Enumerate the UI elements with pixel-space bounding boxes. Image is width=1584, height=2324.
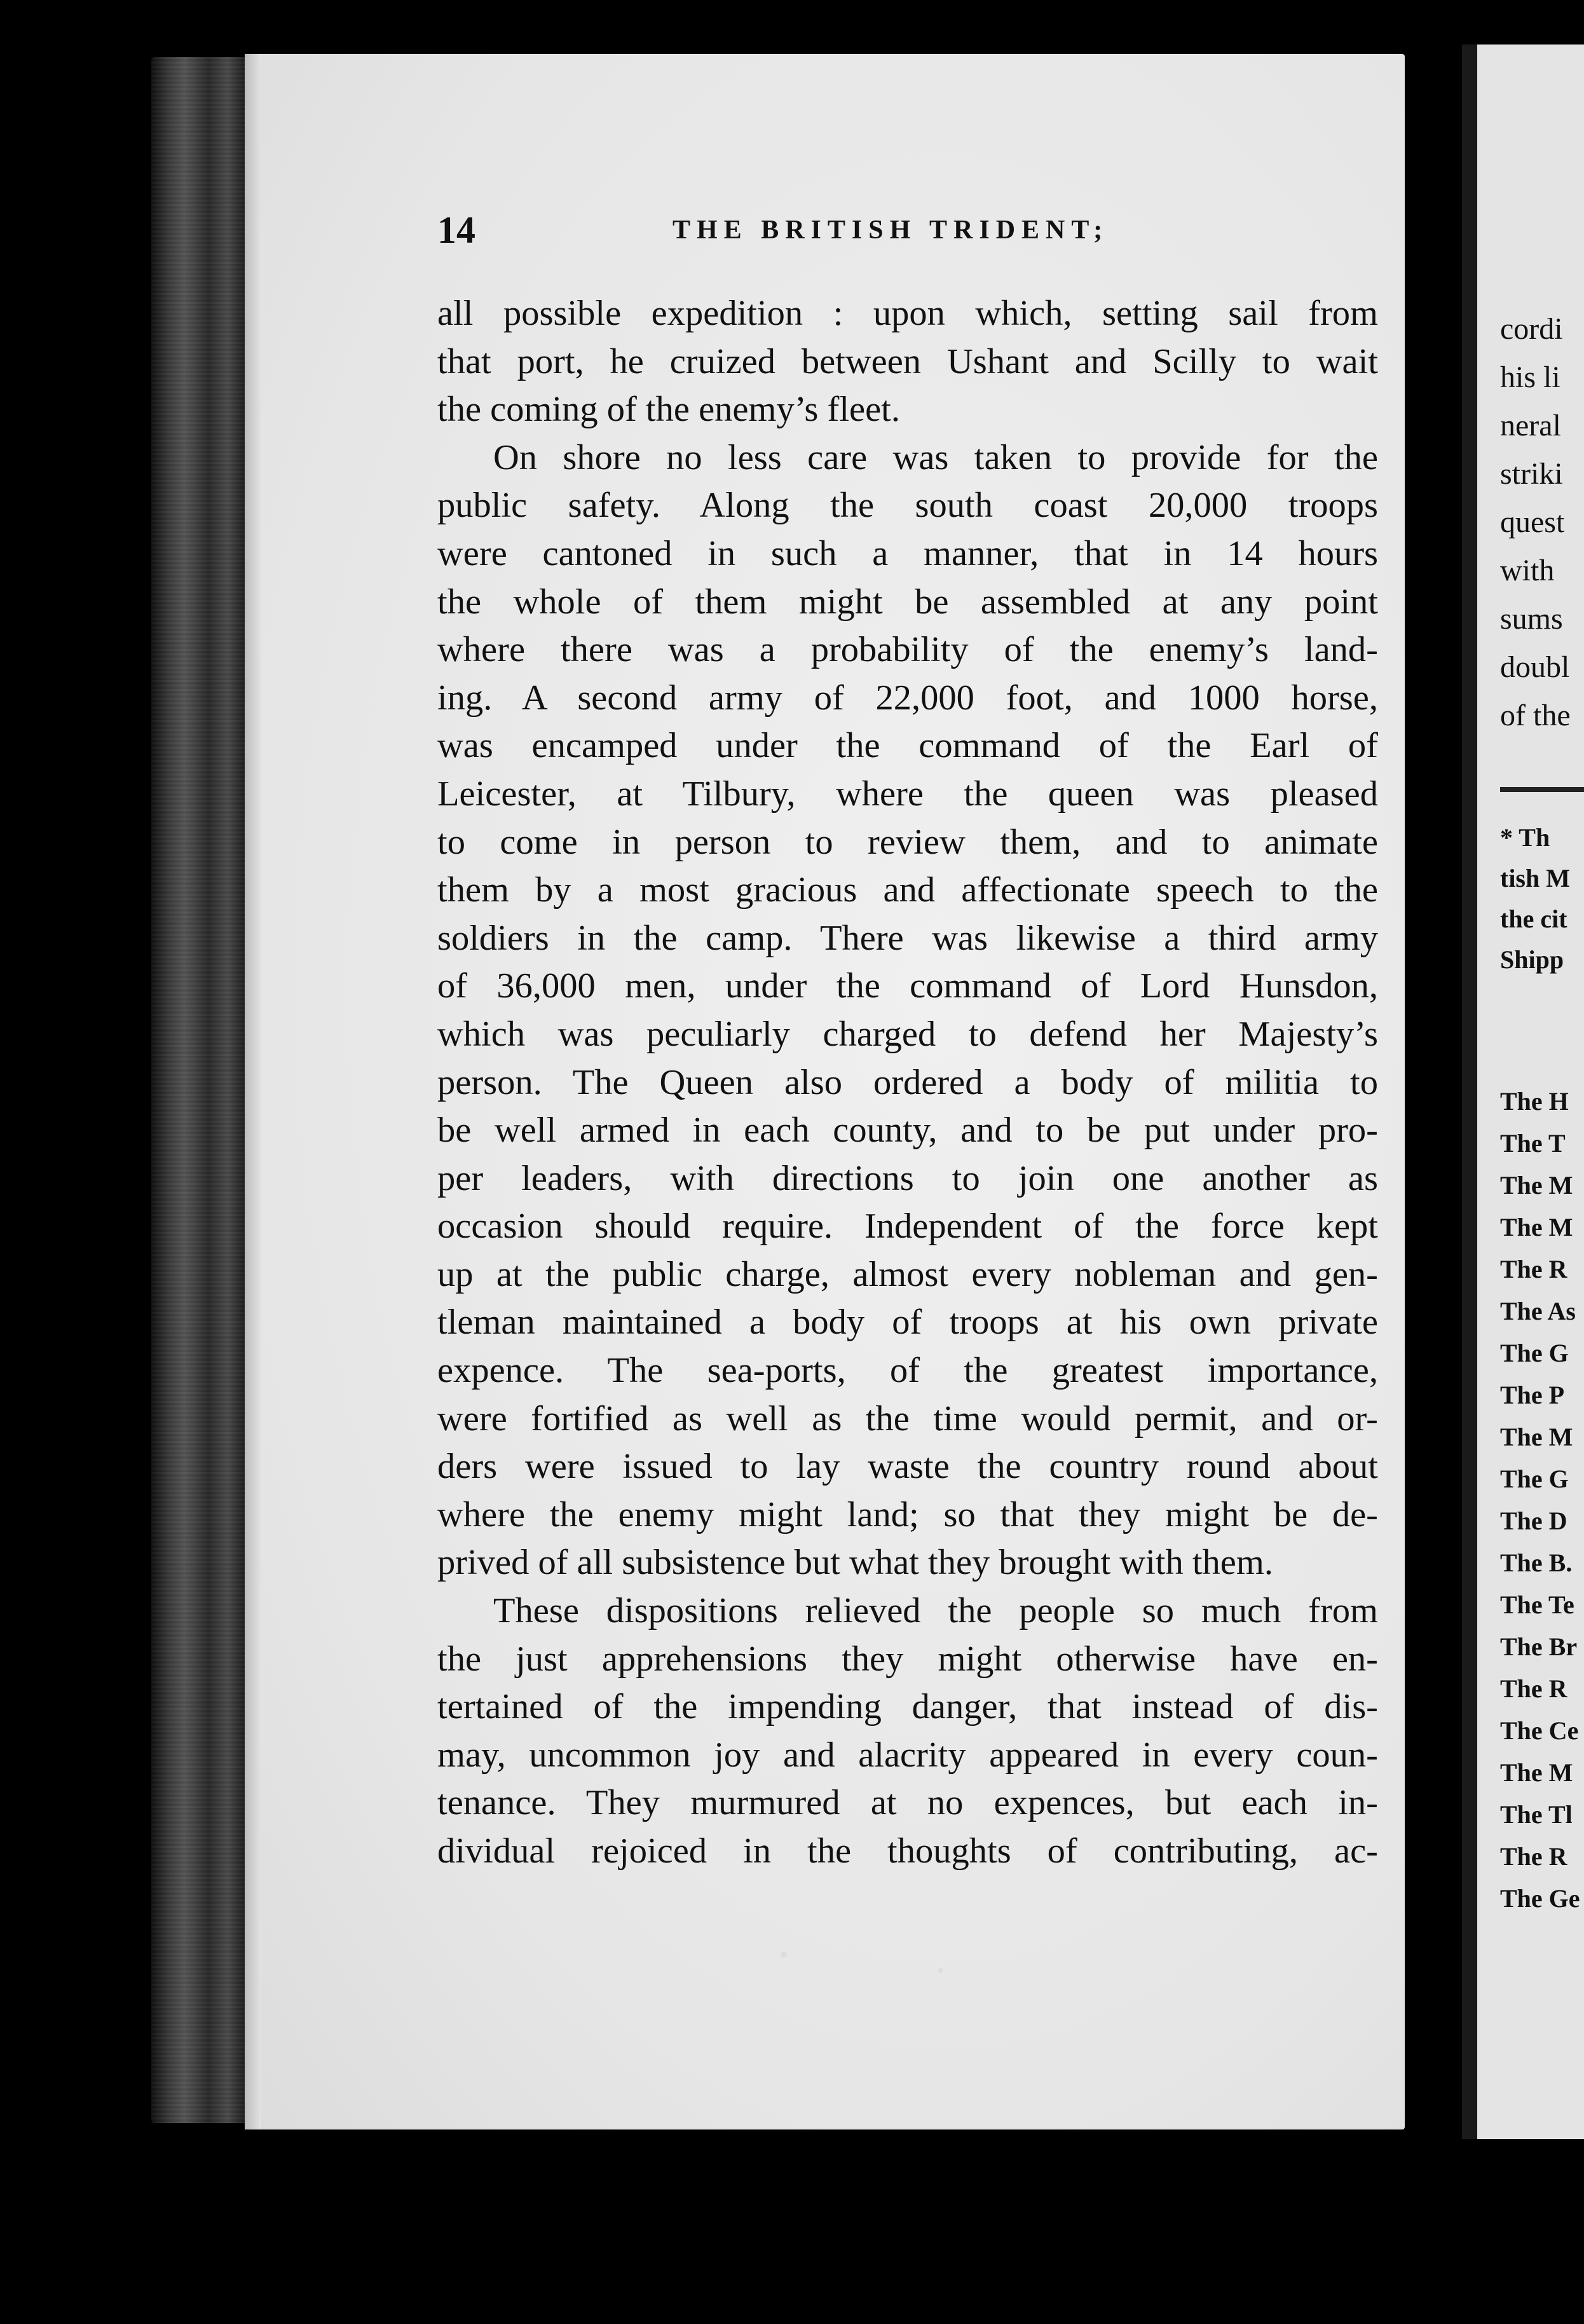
- running-title: THE BRITISH TRIDENT;: [673, 215, 1109, 245]
- running-head: [437, 210, 1378, 261]
- text-line: public safety. Along the south coast 20,000 troops: [437, 486, 1378, 526]
- page-speck: [781, 1951, 787, 1958]
- text-line: per leaders, with directions to join one another as: [437, 1158, 1378, 1198]
- facing-list-line: The Ge: [1500, 1884, 1580, 1913]
- facing-list-line: The R: [1500, 1674, 1567, 1703]
- text-line: that port, he cruized between Ushant and Scilly to wait: [437, 341, 1378, 381]
- text-line: person. The Queen also ordered a body of militia to: [437, 1062, 1378, 1102]
- facing-list-line: The D: [1500, 1507, 1567, 1535]
- text-line: tleman maintained a body of troops at his own private: [437, 1302, 1378, 1343]
- text-line: expence. The sea-ports, of the greatest importance,: [437, 1351, 1378, 1391]
- text-line: to come in person to review them, and to animate: [437, 822, 1378, 862]
- facing-list-line: The G: [1500, 1339, 1569, 1367]
- text-line: where there was a probability of the enemy’s land-: [437, 630, 1378, 670]
- facing-footnote-line: tish M: [1500, 864, 1570, 892]
- facing-text-line: doubl: [1500, 650, 1570, 684]
- text-line: These dispositions relieved the people so much from: [493, 1591, 1378, 1631]
- facing-list-line: The Te: [1500, 1590, 1574, 1619]
- facing-list-line: The P: [1500, 1381, 1565, 1409]
- facing-text-line: his li: [1500, 360, 1560, 394]
- facing-list-line: The Tl: [1500, 1800, 1573, 1829]
- text-line: the just apprehensions they might otherwise have en-: [437, 1639, 1378, 1679]
- text-line: the whole of them might be assembled at any point: [437, 582, 1378, 622]
- facing-footnote-line: the cit: [1500, 905, 1567, 933]
- facing-footnote-line: * Th: [1500, 823, 1550, 852]
- facing-list-line: The Ce: [1500, 1716, 1579, 1745]
- text-line: which was peculiarly charged to defend her Majesty’s: [437, 1014, 1378, 1054]
- text-line: were fortified as well as the time would permit, and or-: [437, 1398, 1378, 1439]
- text-line: tertained of the impending danger, that instead of dis-: [437, 1687, 1378, 1727]
- page-number: 14: [437, 209, 475, 251]
- text-line: were cantoned in such a manner, that in 14 hours: [437, 533, 1378, 573]
- facing-page-ship-list: [1500, 1081, 1584, 1920]
- text-line: On shore no less care was taken to provide for the: [493, 437, 1378, 477]
- facing-text-line: sums: [1500, 602, 1563, 636]
- facing-footnote-line: Shipp: [1500, 945, 1564, 974]
- body-text: [437, 290, 1378, 1876]
- facing-text-line: striki: [1500, 457, 1563, 491]
- facing-list-line: The M: [1500, 1171, 1573, 1200]
- facing-list-line: The As: [1500, 1297, 1576, 1325]
- footnote-rule: [1500, 787, 1584, 792]
- facing-list-line: The T: [1500, 1129, 1566, 1158]
- facing-text-line: cordi: [1500, 312, 1563, 346]
- facing-list-line: The M: [1500, 1213, 1573, 1241]
- text-line: ing. A second army of 22,000 foot, and 1000 horse,: [437, 678, 1378, 718]
- facing-list-line: The H: [1500, 1087, 1569, 1116]
- text-line: be well armed in each county, and to be put under pro-: [437, 1111, 1378, 1151]
- text-line: soldiers in the camp. There was likewise a third army: [437, 918, 1378, 958]
- text-line: Leicester, at Tilbury, where the queen was pleased: [437, 774, 1378, 814]
- text-line: up at the public charge, almost every nobleman and gen-: [437, 1254, 1378, 1294]
- text-line: ders were issued to lay waste the country round about: [437, 1447, 1378, 1487]
- facing-text-line: quest: [1500, 505, 1565, 539]
- facing-list-line: The G: [1500, 1465, 1569, 1493]
- text-line: may, uncommon joy and alacrity appeared in every coun-: [437, 1735, 1378, 1775]
- facing-text-line: with: [1500, 554, 1555, 587]
- facing-page-text: [1500, 305, 1584, 740]
- facing-list-line: The M: [1500, 1423, 1573, 1451]
- book-spine: [151, 57, 247, 2123]
- text-line: where the enemy might land; so that they might be de-: [437, 1494, 1378, 1535]
- text-line: prived of all subsistence but what they brought with them.: [437, 1543, 1273, 1583]
- page-edge: [245, 54, 261, 2129]
- page-speck: [938, 1968, 943, 1973]
- facing-text-line: of the: [1500, 699, 1571, 732]
- text-line: the coming of the enemy’s fleet.: [437, 390, 900, 430]
- facing-text-line: neral: [1500, 409, 1561, 442]
- facing-page-footnote: [1500, 817, 1584, 980]
- text-line: of 36,000 men, under the command of Lord Hunsdon,: [437, 966, 1378, 1006]
- text-line: occasion should require. Independent of the force kept: [437, 1206, 1378, 1247]
- facing-list-line: The B.: [1500, 1548, 1573, 1577]
- text-line: tenance. They murmured at no expences, but each in-: [437, 1783, 1378, 1823]
- text-line: all possible expedition : upon which, setting sail from: [437, 294, 1378, 333]
- facing-list-line: The Br: [1500, 1632, 1578, 1661]
- facing-list-line: The R: [1500, 1842, 1567, 1871]
- facing-list-line: The M: [1500, 1758, 1573, 1787]
- text-line: was encamped under the command of the Earl of: [437, 726, 1378, 766]
- text-line: dividual rejoiced in the thoughts of contributing, ac-: [437, 1831, 1378, 1871]
- text-line: them by a most gracious and affectionate speech to the: [437, 870, 1378, 910]
- facing-list-line: The R: [1500, 1255, 1567, 1283]
